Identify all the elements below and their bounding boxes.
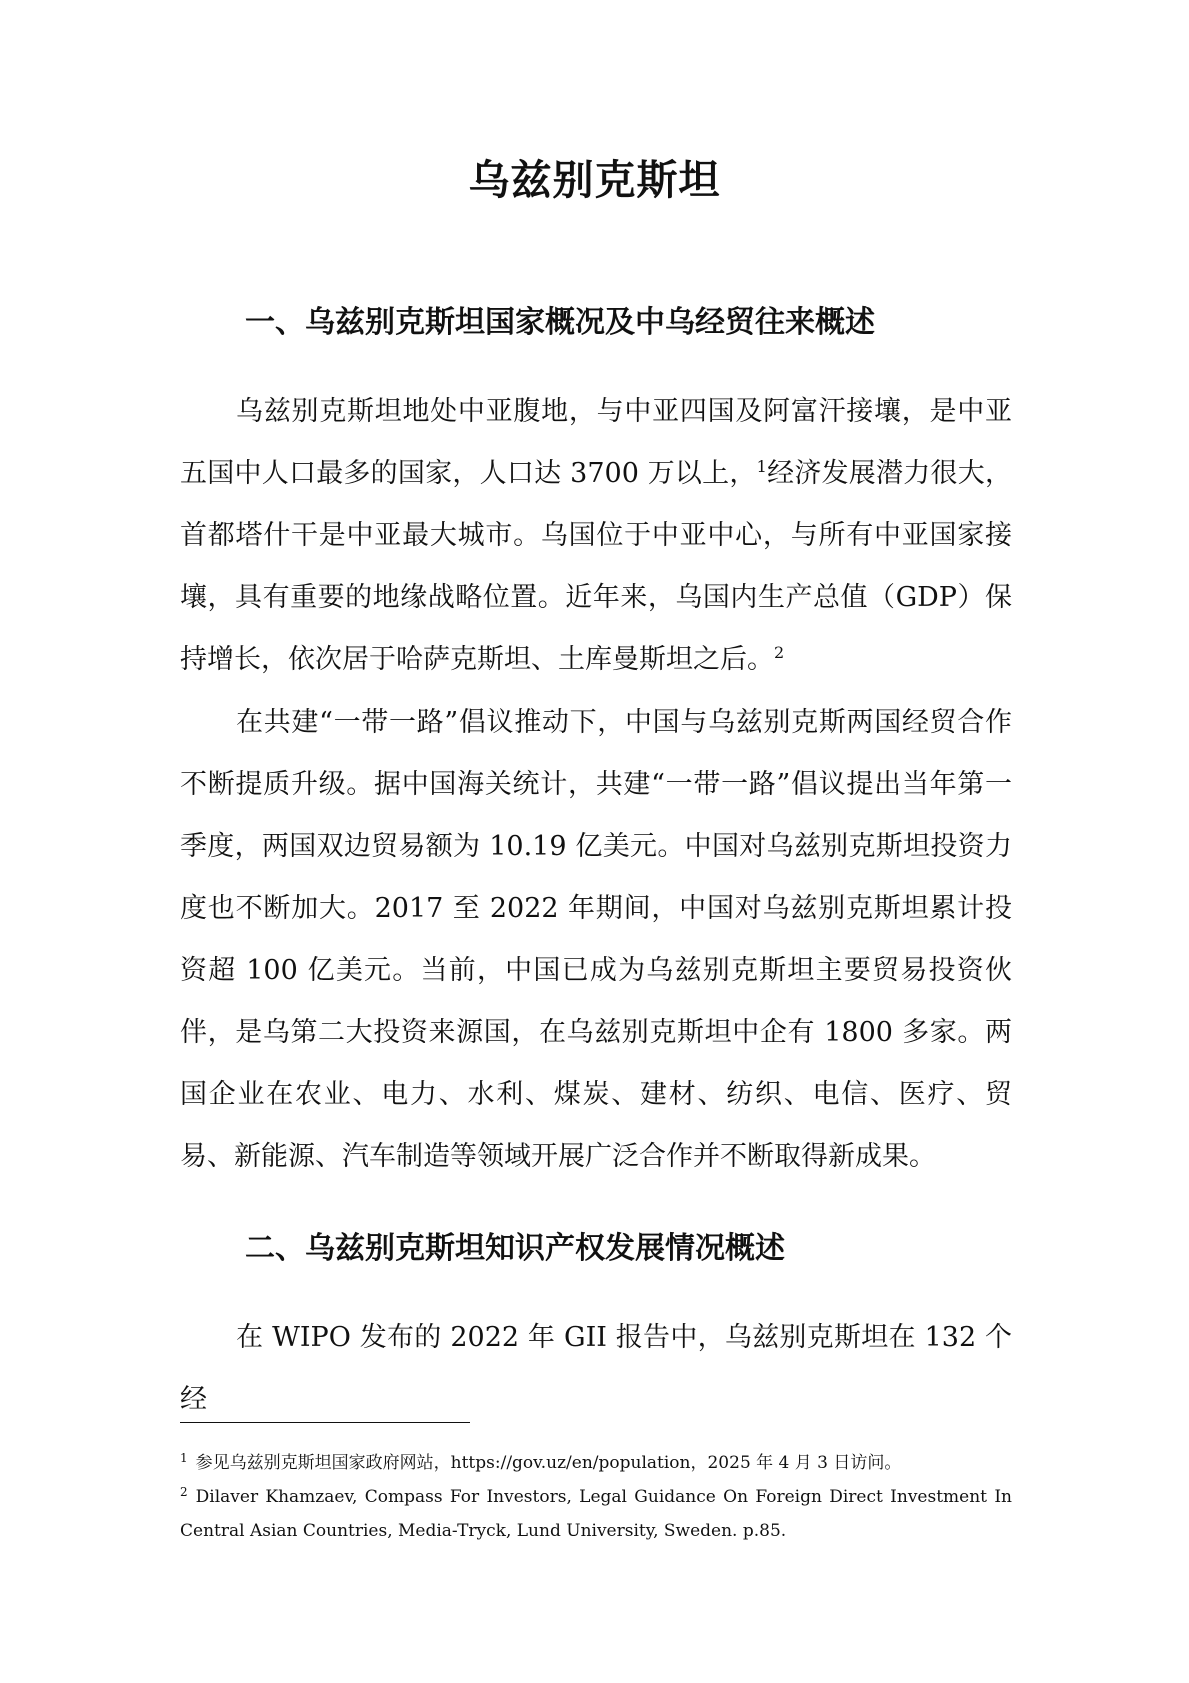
paragraph-text: 经济发展潜力很大，首都塔什干是中亚最大城市。乌国位于中亚中心，与所有中亚国家接壤，具有重要的地缘战略位置。近年来，乌国内生产总值（GDP）保持增长，依次居于哈萨克斯坦、土库曼斯坦之后。	[180, 458, 1012, 675]
paragraph-text: 乌兹别克斯坦地处中亚腹地，与中亚四国及阿富汗接壤，是中亚五国中人口最多的国家，人口达 3700 万以上，	[180, 396, 1012, 489]
footnote-text: Dilaver Khamzaev, Compass For Investors, Legal Guidance On Foreign Direct Investment In Central Asian Countries, Media-Tryck, Lund University, Sweden. p.85.	[180, 1487, 1012, 1541]
body-paragraph: 在 WIPO 发布的 2022 年 GII 报告中，乌兹别克斯坦在 132 个经	[180, 1322, 1012, 1415]
footnote-number: 2	[180, 1485, 188, 1499]
footnote-divider	[180, 1422, 470, 1423]
section-heading-1: 一、乌兹别克斯坦国家概况及中乌经贸往来概述	[245, 305, 875, 340]
footnotes	[180, 1446, 1012, 1548]
body-paragraph	[180, 381, 1012, 691]
footnote-ref-2: 2	[774, 643, 785, 662]
footnote-2	[180, 1480, 1012, 1548]
footnote-text: 参见乌兹别克斯坦国家政府网站，https://gov.uz/en/population，2025 年 4 月 3 日访问。	[195, 1453, 902, 1473]
page-title: 乌兹别克斯坦	[468, 156, 721, 204]
footnote-ref-1: 1	[756, 457, 767, 476]
footnote-number: 1	[180, 1451, 188, 1465]
section-heading-2: 二、乌兹别克斯坦知识产权发展情况概述	[245, 1231, 785, 1266]
body-paragraph: 在共建“一带一路”倡议推动下，中国与乌兹别克斯两国经贸合作不断提质升级。据中国海关统计，共建“一带一路”倡议提出当年第一季度，两国双边贸易额为 10.19 亿美元。中国对乌兹别克斯坦投资力度也不断加大。2017 至 2022 年期间，中国对乌兹别克斯坦累计投资超 100 亿美元。当前，中国已成为乌兹别克斯坦主要贸易投资伙伴，是乌第二大投资来源国，在乌兹别克斯坦中企有 1800 多家。两国企业在农业、电力、水利、煤炭、建材、纺织、电信、医疗、贸易、新能源、汽车制造等领域开展广泛合作并不断取得新成果。	[180, 707, 1012, 1172]
footnote-1	[180, 1446, 1012, 1480]
